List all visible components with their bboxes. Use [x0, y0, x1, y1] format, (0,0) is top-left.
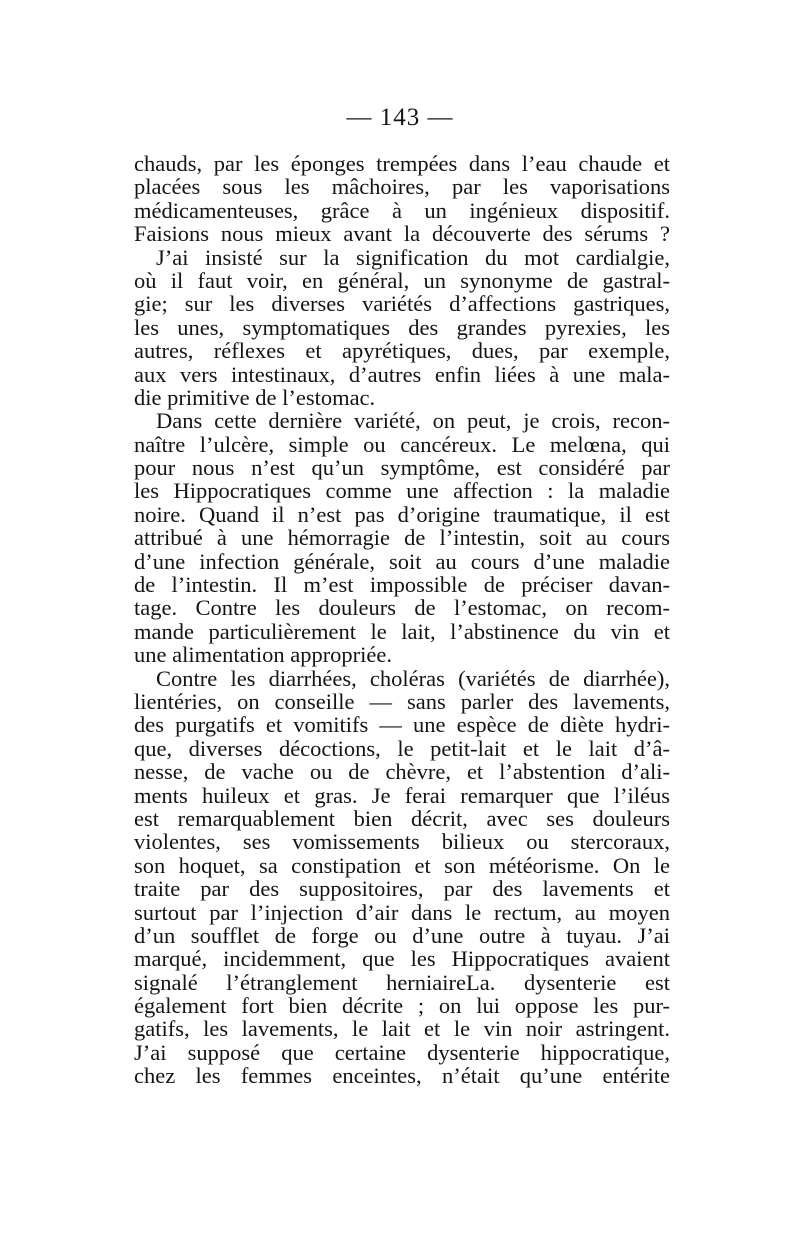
text-line: chez les femmes enceintes, n’était qu’une entérite: [134, 1063, 670, 1089]
text-line: des purgatifs et vomitifs — une espèce de diète hydri-: [134, 712, 670, 738]
text-line: tage. Contre les douleurs de l’estomac, on recom-: [134, 595, 670, 621]
text-line: pour nous n’est qu’un symptôme, est considéré par: [134, 455, 670, 481]
text-line: surtout par l’injection d’air dans le rectum, au moyen: [134, 899, 670, 925]
paragraph-first-line: Dans cette dernière variété, on peut, je crois, recon-: [156, 408, 670, 434]
text-line: nesse, de vache ou de chèvre, et l’abstention d’ali-: [134, 759, 670, 785]
text-line: son hoquet, sa constipation et son météorisme. On le: [134, 852, 670, 878]
text-line: naître l’ulcère, simple ou cancéreux. Le melœna, qui: [134, 431, 670, 457]
text-line: signalé l’étranglement herniaireLa. dysenterie est: [134, 969, 670, 995]
page-number: — 143 —: [346, 104, 454, 131]
text-line: J’ai supposé que certaine dysenterie hippocratique,: [134, 1039, 670, 1065]
text-line: violentes, ses vomissements bilieux ou stercoraux,: [134, 829, 670, 855]
text-line: les unes, symptomatiques des grandes pyrexies, les: [134, 314, 670, 340]
text-line: où il faut voir, en général, un synonyme de gastral-: [134, 267, 670, 293]
paragraph-first-line: J’ai insisté sur la signification du mot cardialgie,: [156, 244, 670, 270]
text-line: autres, réflexes et apyrétiques, dues, par exemple,: [134, 338, 670, 364]
text-line: placées sous les mâchoires, par les vaporisations: [134, 174, 670, 200]
text-line: également fort bien décrite ; on lui oppose les pur-: [134, 993, 670, 1019]
text-line: d’un soufflet de forge ou d’une outre à tuyau. J’ai: [134, 922, 670, 948]
text-line: aux vers intestinaux, d’autres enfin liées à une mala-: [134, 361, 670, 387]
text-line: traite par des suppositoires, par des lavements et: [134, 876, 670, 902]
body-text: [134, 152, 670, 1088]
text-line: attribué à une hémorragie de l’intestin, soit au cours: [134, 525, 670, 551]
text-line: marqué, incidemment, que les Hippocratiques avaient: [134, 946, 670, 972]
text-line: que, diverses décoctions, le petit-lait et le lait d’â-: [134, 735, 670, 761]
text-line: de l’intestin. Il m’est impossible de préciser davan-: [134, 572, 670, 598]
text-line: lientéries, on conseille — sans parler des lavements,: [134, 688, 670, 714]
text-line: noire. Quand il n’est pas d’origine traumatique, il est: [134, 501, 670, 527]
text-line: mande particulièrement le lait, l’abstinence du vin et: [134, 618, 670, 644]
paragraph-first-line: Contre les diarrhées, choléras (variétés de diarrhée),: [156, 665, 670, 691]
text-line: gie; sur les diverses variétés d’affections gastriques,: [134, 291, 670, 317]
text-line: médicamenteuses, grâce à un ingénieux dispositif.: [134, 197, 670, 223]
text-line: chauds, par les éponges trempées dans l’eau chaude et: [134, 151, 670, 176]
paragraph-last-line: une alimentation appropriée.: [134, 642, 393, 668]
text-line: Faisions nous mieux avant la découverte des sérums ?: [134, 221, 670, 247]
text-line: est remarquablement bien décrit, avec ses douleurs: [134, 805, 670, 831]
text-line: gatifs, les lavements, le lait et le vin noir astringent.: [134, 1016, 670, 1042]
text-line: d’une infection générale, soit au cours d’une maladie: [134, 548, 670, 574]
text-line: ments huileux et gras. Je ferai remarquer que l’iléus: [134, 782, 670, 808]
paragraph-last-line: die primitive de l’estomac.: [134, 384, 376, 410]
text-line: les Hippocratiques comme une affection : la maladie: [134, 478, 670, 504]
